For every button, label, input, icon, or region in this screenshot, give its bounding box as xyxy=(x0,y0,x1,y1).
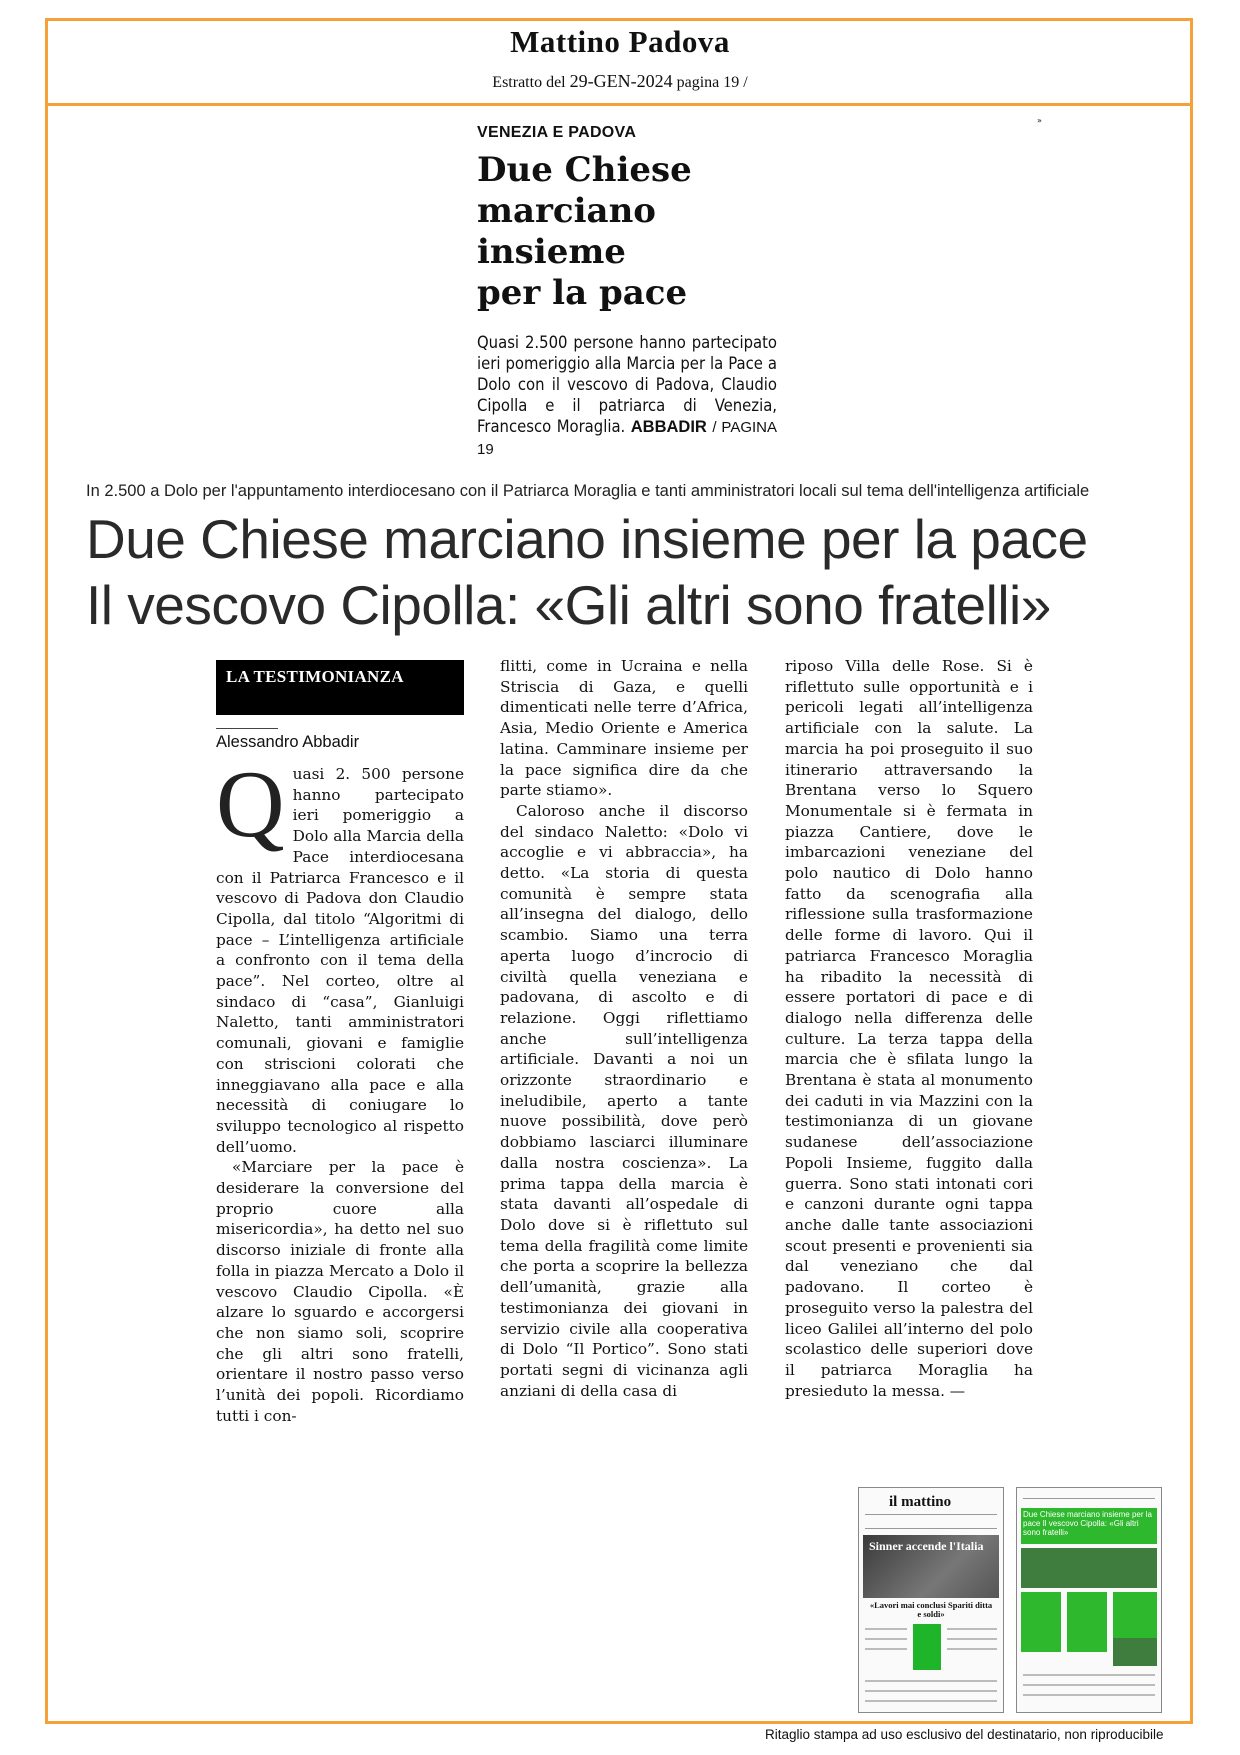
paragraph: «Marciare per la pace è desiderare la conversione del proprio cuore alla misericordia», ha detto nel suo discorso iniziale di fronte alla folla in piazza Mercato a Dolo il vescovo Claudio Cipolla. «È alzare lo sguardo e accorgersi che non siamo soli, scoprire che gli altri sono fratelli, orientare il nostro passo verso l’unità dei popoli. Ricordiamo tutti i con- xyxy=(216,1158,464,1425)
thumb-text-line xyxy=(1023,1674,1155,1676)
byline: Alessandro Abbadir xyxy=(216,733,360,751)
thumb-text-line xyxy=(947,1638,997,1640)
extract-page: pagina 19 / xyxy=(676,74,748,91)
thumb-text-line xyxy=(947,1648,997,1650)
extract-label: Estratto del xyxy=(492,74,566,91)
paragraph: flitti, come in Ucraina e nella Striscia di Gaza, e quelli dimenticati nelle terre d’Africa, Asia, Medio Oriente e America latina. Camminare insieme per la pace significa dire da che parte stiamo». xyxy=(500,657,748,800)
corner-mark: » xyxy=(1037,116,1042,125)
thumb-photo-caption: Sinner accende l'Italia xyxy=(869,1539,984,1553)
thumb-text-line xyxy=(865,1700,997,1702)
teaser-headline xyxy=(477,150,717,314)
thumb-masthead: il mattino xyxy=(889,1494,952,1510)
paragraph: Caloroso anche il discorso del sindaco Naletto: «Dolo vi accoglie e vi abbraccia», ha detto. «La storia di questa comunità è sempre stata all’insegna del dialogo, dello scambio. Siamo una terra aperta luogo d’incrocio di civiltà quella veneziana e padovana, di ascolto e di relazione. Oggi riflettiamo anche sull’intelligenza artificiale. Davanti a noi un orizzonte straordinario e ineludibile, aperto a tante nuove possibilità, dove però dobbiamo lasciarci illuminare dalla nostra coscienza». La prima tappa della marcia è stata davanti all’ospedale di Dolo dove si è riflettuto sul tema della fragilità come limite che porta a scoprire la bellezza dell’umanità, grazie alla testimonianza dei giovani in servizio civile alla cooperativa di Dolo “Il Portico”. Sono stati portati segni di vicinanza agli anziani di della casa di xyxy=(500,801,748,1400)
thumb-rule xyxy=(865,1528,997,1529)
headline-line-1: Due Chiese marciano insieme per la pace xyxy=(86,508,1088,570)
thumb-text-line xyxy=(865,1690,997,1692)
section-label: LA TESTIMONIANZA xyxy=(216,660,464,715)
extract-date: 29-GEN-2024 xyxy=(569,71,673,91)
thumb-green-column xyxy=(1021,1592,1061,1652)
thumb-text-line xyxy=(865,1638,907,1640)
teaser-headline-line: insieme xyxy=(477,232,626,272)
article-headline xyxy=(86,506,1186,638)
teaser-text xyxy=(477,332,777,460)
extract-info xyxy=(0,71,1240,92)
publication-name: Mattino Padova xyxy=(510,24,730,59)
thumb-photo xyxy=(1113,1638,1157,1666)
article-summary: In 2.500 a Dolo per l'appuntamento interdiocesano con il Patriarca Moraglia e tanti amministratori locali sul tema dell'intelligenza artificiale xyxy=(86,482,1090,500)
paragraph: riposo Villa delle Rose. Si è riflettuto sulle opportunità e i pericoli legati all’intelligenza artificiale con la salute. La marcia ha poi proseguito il suo itinerario attraversando la Brentana verso lo Squero Monumentale si è fermata in piazza Cantiere, dove le imbarcazioni veneziane del polo nautico di Dolo hanno fatto da scenografia alla riflessione sulla trasformazione delle forme di lavoro. Qui il patriarca Francesco Moraglia ha ribadito la necessità di essere portatori di pace e di dialogo nella differenza delle culture. La terza tappa della marcia che è sfilata lungo la Brentana è stata al monumento dei caduti in via Mazzini con la testimonianza di un giovane sudanese dell’associazione Popoli Insieme, fuggito dalla guerra. Sono stati intonati cori e canzoni durante ogni tappa anche dalle tante associazioni scout presenti e provenienti sia dal veneziano che dal padovano. Il corteo è proseguito verso la palestra del liceo Galilei all’interno del polo scolastico delle superiori dove il patriarca Moraglia ha presieduto la messa. — xyxy=(785,657,1033,1400)
teaser-author: ABBADIR xyxy=(630,418,707,436)
teaser-headline-line: marciano xyxy=(477,191,656,231)
drop-cap: Q xyxy=(216,751,285,857)
thumb-inside-title: Due Chiese marciano insieme per la pace Il vescovo Cipolla: «Gli altri sono fratelli» xyxy=(1023,1510,1152,1537)
article-column-2 xyxy=(500,656,748,1401)
inside-page-thumbnail xyxy=(1016,1487,1162,1713)
byline-divider xyxy=(216,728,278,729)
thumb-text-line xyxy=(1023,1684,1155,1686)
thumb-photo xyxy=(1021,1548,1157,1588)
teaser-kicker: VENEZIA E PADOVA xyxy=(477,124,637,141)
thumb-rule xyxy=(865,1514,997,1515)
teaser-page-ref: / PAGINA 19 xyxy=(477,419,777,458)
teaser-headline-line: per la pace xyxy=(477,273,688,313)
article-column-1 xyxy=(216,751,464,1427)
teaser-body: Quasi 2.500 persone hanno partecipato ieri pomeriggio alla Marcia per la Pace a Dolo con il vescovo di Padova, Claudio Cipolla e il patriarca di Venezia, Francesco Moraglia. xyxy=(477,333,777,436)
article-column-3 xyxy=(785,656,1033,1401)
headline-line-2: Il vescovo Cipolla: «Gli altri sono fratelli» xyxy=(86,574,1051,636)
thumb-text-line xyxy=(865,1628,907,1630)
footer-note: Ritaglio stampa ad uso esclusivo del destinatario, non riproducibile xyxy=(765,1727,1164,1742)
thumb-text-line xyxy=(1023,1694,1155,1696)
thumb-text-line xyxy=(865,1680,997,1682)
paragraph: uasi 2. 500 persone hanno partecipato ieri pomeriggio a Dolo alla Marcia della Pace interdiocesana con il Patriarca Francesco e il vescovo di Padova don Claudio Cipolla, dal titolo “Algoritmi di pace – L’intelligenza artificiale a confronto con il tema della pace”. Nel corteo, oltre al sindaco di “casa”, Gianluigi Naletto, tanti amministratori comunali, giovani e famiglie con striscioni colorati che inneggiavano alla pace e alla necessità di coniugare lo sviluppo tecnologico al rispetto dell’uomo. xyxy=(216,765,464,1156)
front-page-thumbnail xyxy=(858,1487,1004,1713)
thumb-green-box xyxy=(913,1624,941,1670)
thumb-headline: «Lavori mai conclusi Spariti ditta e soldi» xyxy=(869,1600,993,1619)
thumb-text-line xyxy=(947,1628,997,1630)
thumb-rule xyxy=(1023,1498,1155,1499)
teaser-headline-line: Due Chiese xyxy=(477,150,692,190)
thumb-text-line xyxy=(865,1648,907,1650)
thumb-green-column xyxy=(1067,1592,1107,1652)
